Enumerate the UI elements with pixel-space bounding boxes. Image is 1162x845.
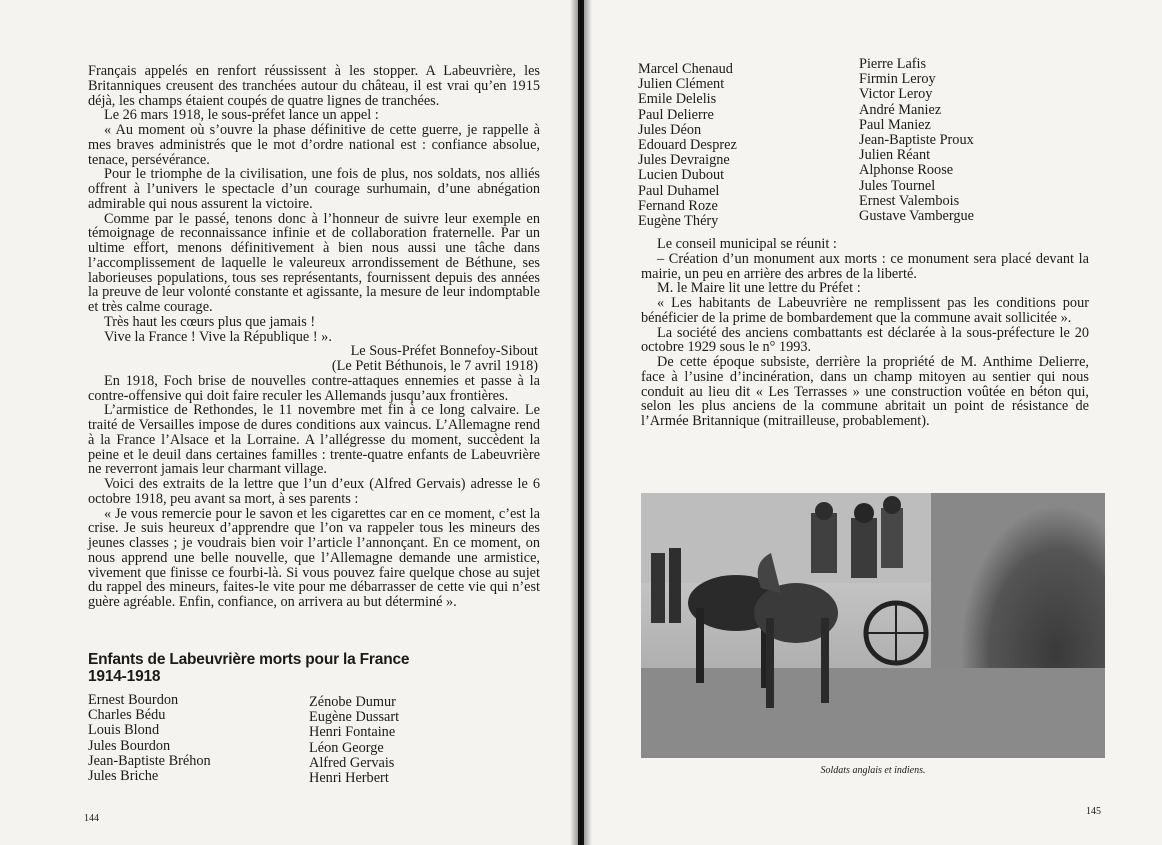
paragraph: L’armistice de Rethondes, le 11 novembre met fin à ce long calvaire. Le traité de Versailles impose de dures conditions aux vaincus. L’Allemagne rend à la France l’Alsace et la Lorraine. A l’allégresse du moment, succèdent la peine et le deuil dans certaines familles : trente-quatre enfants de Labeuvrière ne reverront jamais leur charmant village. [88,402,540,478]
name-item: Marcel Chenaud [638,61,733,77]
name-item: Julien Réant [859,147,931,164]
left-body-text [88,64,540,610]
name-item: Jean-Baptiste Bréhon [88,752,211,769]
section-heading-title: Enfants de Labeuvrière morts pour la France [88,651,410,668]
names-list-left-1 [88,693,211,784]
paragraph: Français appelés en renfort réussissent à les stopper. A Labeuvrière, les Britanniques creusent des tranchées autour du château, il est vrai qu’en 1915 déjà, les champs étaient coupés de quatre lignes de tranchées. [88,63,540,109]
paragraph: – Création d’un monument aux morts : ce monument sera placé devant la mairie, un peu en arrière des arbres de la liberté. [641,250,1089,282]
name-item: Fernand Roze [638,197,718,214]
name-item: Ernest Valembois [859,192,960,209]
page-number: 144 [84,813,99,824]
names-list-right-2 [859,57,974,224]
name-item: Jules Devraigne [638,152,730,169]
paragraph: M. le Maire lit une lettre du Préfet : [657,280,861,297]
name-item: Alfred Gervais [309,754,395,771]
name-item: Jules Bourdon [88,737,171,754]
paragraph: De cette époque subsiste, derrière la propriété de M. Anthime Delierre, face à l’usine d’incinération, dans un champ mitoyen au sentier qui nous conduit au lieu dit « Les Terrasses » une construction voûtée en béton qui, selon les plus anciens de la commune abritait un point de résistance de l’Armée Britannique (mitrailleuse, probablement). [641,354,1089,429]
paragraph: Comme par le passé, tenons donc à l’honneur de suivre leur exemple en témoignage de reconnaissance infinie et de collaboration fraternelle. Par un ultime effort, menons définitivement à bien nous aussi une tâche dans l’accomplissement de laquelle le valeureux arrondissement de Béthune, ses laborieuses populations, tous ses représentants, fournissent depuis des années la preuve de leur volonté constante et agissante, la mesure de leur indomptable et très calme courage. [88,210,540,315]
names-list-left-2 [309,695,399,786]
name-item: Paul Duhamel [638,182,720,199]
name-item: Charles Bédu [88,707,166,724]
name-item: André Maniez [859,101,942,118]
name-item: Jules Tournel [859,177,936,194]
name-item: Edouard Desprez [638,137,737,154]
photo-caption: Soldats anglais et indiens. [820,765,926,776]
name-item: Henri Fontaine [309,724,396,741]
source-line: (Le Petit Béthunois, le 7 avril 1918) [331,358,538,374]
paragraph: « Au moment où s’ouvre la phase définitive de cette guerre, je rappelle à mes braves administrés que le mot d’ordre national est : confiance absolue, tenace, persévérance. [88,122,540,168]
names-list-right-1 [638,62,737,229]
paragraph: Pour le triomphe de la civilisation, une fois de plus, nos soldats, nos alliés offrent à l’univers le spectacle d’un courage surhumain, d’une abnégation admirable qui nous assurent la victoire. [88,166,540,212]
name-item: Julien Clément [638,76,725,93]
paragraph: Voici des extraits de la lettre que l’un d’eux (Alfred Gervais) adresse le 6 octobre 1918, peu avant sa mort, à ses parents : [88,476,540,507]
name-item: Zénobe Dumur [309,694,396,710]
name-item: Eugène Dussart [309,709,400,726]
paragraph: En 1918, Foch brise de nouvelles contre-attaques ennemies et passe à la contre-offensive qui doit faire reculer les Allemands jusqu’aux frontières. [88,372,540,404]
signature-line: Le Sous-Préfet Bonnefoy-Sibout [350,343,538,360]
name-item: Lucien Dubout [638,167,725,184]
name-item: Paul Delierre [638,106,714,123]
book-gutter [570,0,592,845]
right-body-text [641,237,1089,429]
section-heading [88,651,448,685]
left-page [0,0,578,845]
name-item: Emile Delelis [638,91,717,108]
name-item: Gustave Vambergue [859,208,975,225]
name-item: Alphonse Roose [859,162,954,179]
paragraph: Le conseil municipal se réunit : [657,236,837,252]
photo-illustration [641,493,1105,758]
name-item: Henri Herbert [309,770,389,787]
name-item: Jules Briche [88,768,159,785]
paragraph: La société des anciens combattants est déclarée à la sous-préfecture le 20 octobre 1929 sous le n° 1993. [641,324,1089,356]
photo-soldiers-horses [641,493,1105,758]
name-item: Léon George [309,739,384,756]
paragraph: Très haut les cœurs plus que jamais ! [104,313,316,330]
name-item: Jules Déon [638,121,702,138]
name-item: Louis Blond [88,722,160,739]
paragraph: Le 26 mars 1918, le sous-préfet lance un appel : [104,107,379,124]
paragraph: Vive la France ! Vive la République ! ». [104,328,332,345]
name-item: Victor Leroy [859,86,933,103]
page-number: 145 [1086,806,1101,817]
name-item: Pierre Lafis [859,56,927,72]
section-heading-years: 1914-1918 [88,668,161,685]
paragraph: « Les habitants de Labeuvrière ne remplissent pas les conditions pour bénéficier de la prime de bombardement que la commune avait sollicitée ». [641,295,1089,326]
name-item: Firmin Leroy [859,71,936,88]
name-item: Eugène Théry [638,213,719,230]
paragraph: « Je vous remercie pour le savon et les cigarettes car en ce moment, c’est la crise. Je suis heureux d’apprendre que l’on va rappeler tous les mineurs des jeunes classes ; je voudrais bien voir l’article l’annonçant. En ce moment, on nous apprend une belle nouvelle, que l’Allemagne demande une armistice, vivement que finisse ce fourbi-là. Si vous pouvez faire quelque chose au sujet du rappel des mineurs, faites-le vite pour me débarrasser de cette vie qui n’est guère agréable. Enfin, confiance, on arrivera au but déterminé ». [88,505,540,610]
name-item: Ernest Bourdon [88,692,179,708]
name-item: Paul Maniez [859,116,931,133]
name-item: Jean-Baptiste Proux [859,132,974,149]
